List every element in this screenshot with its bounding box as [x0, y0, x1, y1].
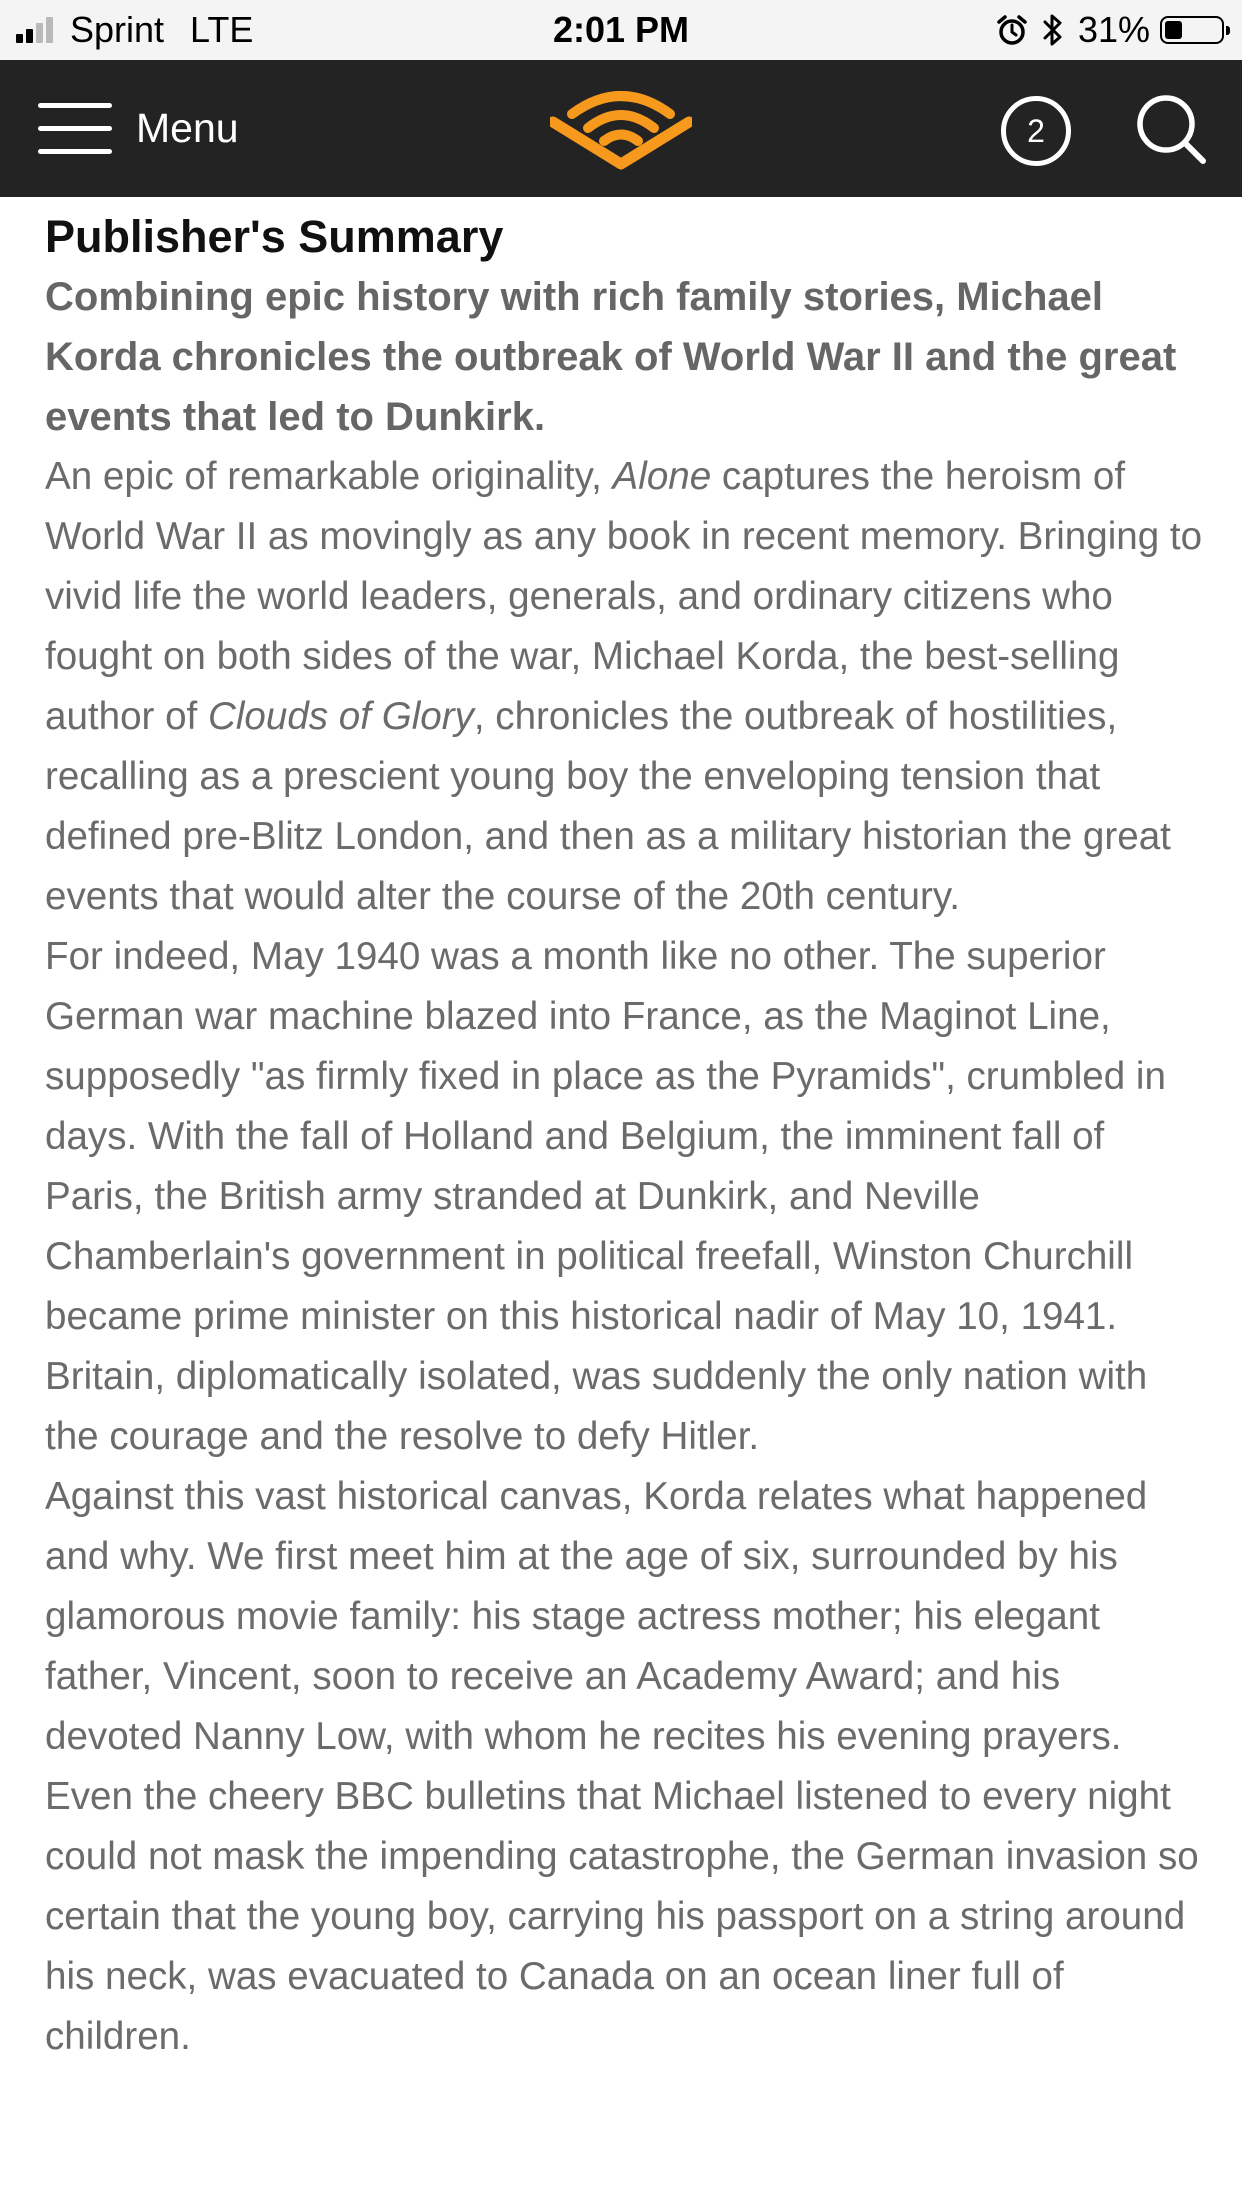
summary-paragraph: Against this vast historical canvas, Korda relates what happened and why. We first meet him at the age of six, surrounded by his glamorous movie family: his stage actress mother; his elegant father, Vincent, soon to receive an Academy Award; and his devoted Nanny Low, with whom he recites his evening prayers. Even the cheery BBC bulletins that Michael listened to every night could not mask the impending catastrophe, the German invasion so certain that the young boy, carrying his passport on a string around his neck, was evacuated to Canada on an ocean liner full of children.: [45, 1475, 1199, 2058]
bluetooth-icon: [1042, 13, 1064, 47]
menu-button[interactable]: [38, 60, 239, 197]
summary-paragraph: [45, 447, 1205, 927]
audible-logo[interactable]: [550, 84, 692, 174]
cart-count-button[interactable]: [1001, 96, 1071, 166]
status-right: [996, 0, 1224, 60]
search-icon[interactable]: [1134, 92, 1208, 166]
battery-percentage: 31%: [1077, 9, 1150, 50]
paragraph-text: An epic of remarkable originality,: [45, 455, 613, 498]
summary-paragraph: For indeed, May 1940 was a month like no other. The superior German war machine blazed into France, as the Maginot Line, supposedly "as firmly fixed in place as the Pyramids", crumbled in days. With the fall of Holland and Belgium, the imminent fall of Paris, the British army stranded at Dunkirk, and Neville Chamberlain's government in political freefall, Winston Churchill became prime minister on this historical nadir of May 10, 1941. Britain, diplomatically isolated, was suddenly the only nation with the courage and the resolve to defy Hitler.: [45, 935, 1166, 1458]
status-left: [16, 0, 253, 60]
cart-count-badge: 2: [1027, 112, 1045, 149]
menu-label: Menu: [136, 105, 239, 151]
publisher-summary-section: [45, 197, 1205, 2067]
paragraph-text: , chronicles the outbreak of hostilities, recalling as a prescient young boy the enveloping tension that defined pre-Blitz London, and then as a military historian the great events that would alter the course of the 20th century.: [45, 695, 1171, 918]
status-time: 2:01 PM: [552, 9, 690, 50]
signal-strength-icon: [16, 17, 56, 43]
top-navigation-bar: [0, 60, 1242, 197]
battery-level-fill: [1165, 21, 1182, 39]
book-title-clouds-of-glory: Clouds of Glory: [208, 695, 474, 738]
summary-lead: Combining epic history with rich family stories, Michael Korda chronicles the outbreak of World War II and the great events that led to Dunkirk.: [45, 275, 1177, 439]
section-heading: Publisher's Summary: [45, 211, 504, 262]
book-title-alone: Alone: [612, 455, 712, 498]
alarm-icon: [996, 14, 1028, 46]
paragraph-text: captures the heroism of World War II as movingly as any book in recent memory. Bringing to vivid life the world leaders, generals, and ordinary citizens who fought on both sides of the war, Michael Korda, the best-selling author of: [45, 455, 1203, 738]
status-bar: [0, 0, 1242, 60]
carrier-name: Sprint: [70, 9, 165, 50]
network-type: LTE: [190, 9, 254, 50]
hamburger-menu-icon: [38, 99, 112, 159]
battery-icon: [1160, 16, 1224, 44]
